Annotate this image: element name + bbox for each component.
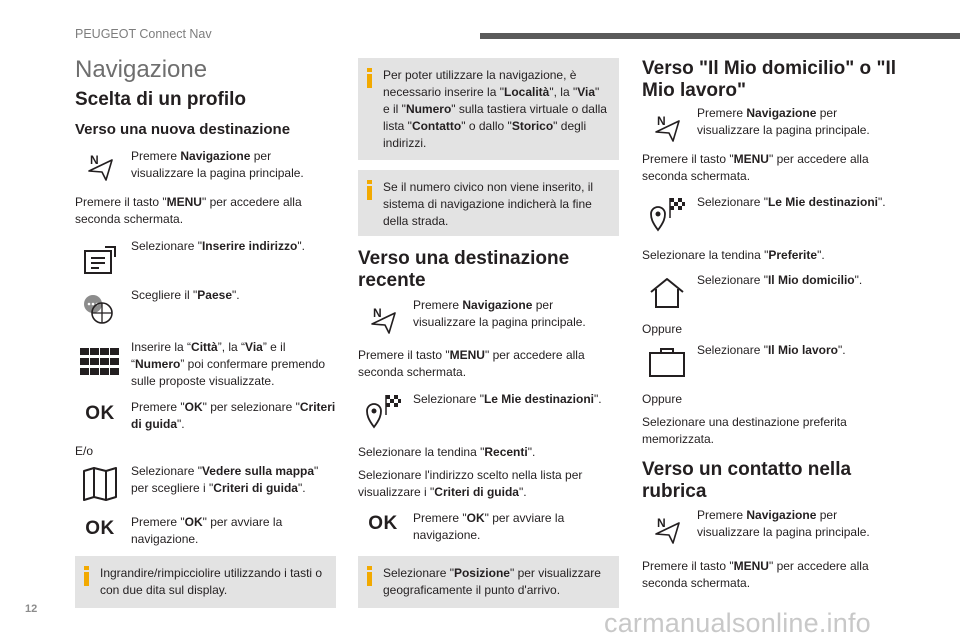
info-icon	[365, 180, 375, 202]
paragraph-menu: Premere il tasto "MENU" per accedere alla seconda schermata.	[642, 152, 869, 183]
country-icon	[78, 292, 122, 328]
info-icon	[82, 566, 92, 588]
svg-text:N: N	[657, 516, 666, 530]
destinations-flag-icon	[645, 196, 689, 232]
ok-icon: OK	[85, 403, 115, 424]
info-icon	[365, 68, 375, 90]
svg-text:N: N	[373, 306, 382, 320]
watermark: carmanualsonline.info	[604, 608, 871, 638]
step-my-destinations: Selezionare "Le Mie destinazioni".	[413, 392, 602, 406]
step-ok-start: Premere "OK" per avviare la navigazione.	[413, 511, 565, 542]
paragraph-favorites-tab: Selezionare la tendina "Preferite".	[642, 248, 825, 262]
step-see-map: Selezionare "Vedere sulla mappa" per scegliere i "Criteri di guida".	[131, 464, 319, 495]
home-icon	[645, 275, 689, 311]
heading-home-work: Verso "Il Mio domicilio" o "Il Mio lavoro"	[642, 58, 897, 101]
step-enter-address: Selezionare "Inserire indirizzo".	[131, 239, 305, 253]
subheading-new-destination: Verso una nuova destinazione	[75, 121, 291, 138]
step-navigation: Premere Navigazione per visualizzare la pagina principale.	[131, 149, 304, 180]
paragraph-saved-favorite: Selezionare una destinazione preferita memorizzata.	[642, 415, 847, 446]
info-box-requirements: Per poter utilizzare la navigazione, è necessario inserire la "Località", la "Via" e il "Numero" sulla tastiera virtuale o dalla lista "Contatto" o dallo "Storico" degli indirizzi.	[358, 58, 619, 160]
step-enter-city-street: Inserire la “Città”, la “Via” e il “Numero” poi confermare premendo sulle proposte visualizzate.	[131, 340, 326, 388]
briefcase-icon	[645, 344, 689, 380]
destinations-flag-icon	[361, 393, 405, 429]
step-ok-start: Premere "OK" per avviare la navigazione.	[131, 515, 283, 546]
navigation-icon	[645, 512, 689, 548]
page-number: 12	[25, 603, 38, 615]
ok-icon: OK	[85, 518, 115, 539]
and-or-label: E/o	[75, 444, 94, 458]
info-box-zoom: Ingrandire/rimpicciolire utilizzando i tasti o con due dita sul display.	[75, 556, 336, 608]
step-my-home: Selezionare "Il Mio domicilio".	[697, 273, 863, 287]
navigation-icon	[361, 302, 405, 338]
paragraph-menu: Premere il tasto "MENU" per accedere alla seconda schermata.	[642, 559, 869, 590]
step-navigation: Premere Navigazione per visualizzare la pagina principale.	[697, 508, 870, 539]
ok-icon: OK	[368, 513, 398, 534]
paragraph-recent-tab: Selezionare la tendina "Recenti".	[358, 445, 536, 459]
heading-profile: Scelta di un profilo	[75, 89, 247, 110]
step-ok-criteria: Premere "OK" per selezionare "Criteri di guida".	[131, 400, 336, 431]
paragraph-select-address: Selezionare l'indirizzo scelto nella lista per visualizzare i "Criteri di guida".	[358, 468, 583, 499]
svg-text:N: N	[657, 114, 666, 128]
step-my-work: Selezionare "Il Mio lavoro".	[697, 343, 846, 357]
info-icon	[365, 566, 375, 588]
info-box-position: Selezionare "Posizione" per visualizzare geograficamente il punto d'arrivo.	[358, 556, 619, 608]
navigation-icon	[645, 110, 689, 146]
or-label: Oppure	[642, 322, 683, 336]
step-navigation: Premere Navigazione per visualizzare la pagina principale.	[413, 298, 586, 329]
heading-contact: Verso un contatto nella rubrica	[642, 459, 852, 502]
heading-recent-destination: Verso una destinazione recente	[358, 248, 570, 291]
keyboard-icon	[78, 344, 122, 380]
header-bar	[480, 33, 960, 39]
step-my-destinations: Selezionare "Le Mie destinazioni".	[697, 195, 886, 209]
section-title: Navigazione	[75, 56, 208, 83]
step-navigation: Premere Navigazione per visualizzare la pagina principale.	[697, 106, 870, 137]
svg-text:N: N	[90, 153, 99, 167]
step-choose-country: Scegliere il "Paese".	[131, 288, 240, 302]
address-entry-icon	[78, 243, 122, 279]
navigation-icon	[78, 149, 122, 185]
paragraph-menu: Premere il tasto "MENU" per accedere alla seconda schermata.	[75, 195, 302, 226]
info-box-house-number: Se il numero civico non viene inserito, il sistema di navigazione indicherà la fine della strada.	[358, 170, 619, 236]
map-icon	[78, 466, 122, 502]
header-title: PEUGEOT Connect Nav	[75, 27, 212, 41]
paragraph-menu: Premere il tasto "MENU" per accedere alla seconda schermata.	[358, 348, 585, 379]
or-label: Oppure	[642, 392, 683, 406]
